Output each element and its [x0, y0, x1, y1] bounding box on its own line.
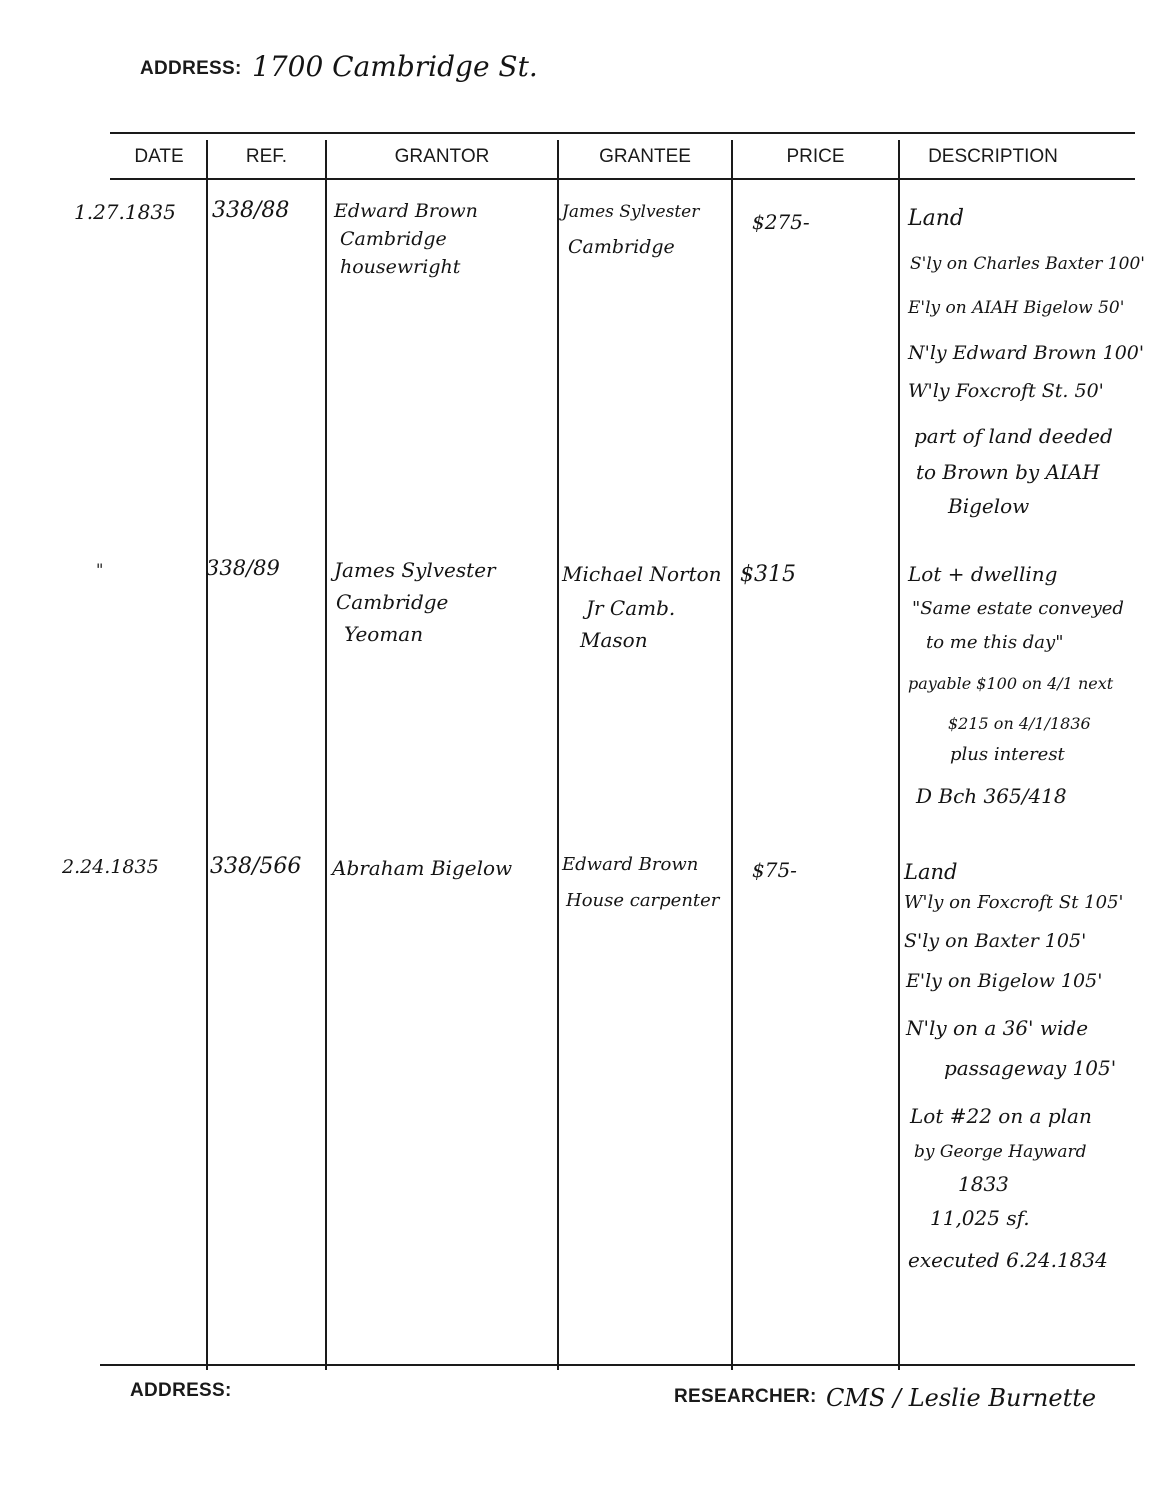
researcher-value: CMS / Leslie Burnette: [826, 1384, 1097, 1412]
row2-description-line: payable $100 on 4/1 next: [908, 674, 1114, 693]
column-header-price: PRICE: [786, 146, 845, 167]
row1-grantor-line: Cambridge: [340, 228, 447, 250]
row3-description-line: 11,025 sf.: [930, 1206, 1030, 1230]
row1-grantor-line: housewright: [340, 256, 461, 278]
row2-grantee-line: Michael Norton: [562, 562, 722, 586]
row3-description-line: W'ly on Foxcroft St 105': [904, 892, 1124, 913]
row1-grantee-line: James Sylvester: [562, 202, 700, 222]
column-divider: [898, 140, 900, 1370]
row3-description-line: 1833: [958, 1172, 1009, 1196]
column-divider: [731, 140, 733, 1370]
row1-date: 1.27.1835: [74, 200, 176, 224]
row3-description-line: S'ly on Baxter 105': [904, 930, 1087, 952]
column-header-grantee: GRANTEE: [599, 146, 691, 167]
header-bottom-rule: [110, 178, 1135, 180]
row1-description-line: to Brown by AIAH: [916, 460, 1100, 484]
row3-grantor-line: Abraham Bigelow: [332, 856, 513, 880]
row3-grantee-line: Edward Brown: [562, 854, 699, 875]
table-top-rule: [110, 132, 1135, 134]
column-divider: [557, 140, 559, 1370]
row3-description-line: Lot #22 on a plan: [910, 1104, 1092, 1128]
row2-date: ": [96, 560, 104, 579]
column-header-grantor: GRANTOR: [394, 146, 490, 167]
researcher-label: RESEARCHER:: [674, 1386, 817, 1407]
row2-description-line: D Bch 365/418: [916, 784, 1067, 808]
row1-grantor-line: Edward Brown: [334, 200, 478, 222]
row3-description-line: by George Hayward: [914, 1142, 1087, 1162]
column-divider: [325, 140, 327, 1370]
address-label: ADDRESS:: [140, 58, 242, 79]
row2-description-line: to me this day": [926, 632, 1064, 653]
row2-grantor-line: James Sylvester: [334, 558, 496, 582]
row3-description-line: E'ly on Bigelow 105': [906, 970, 1103, 992]
address-value: 1700 Cambridge St.: [252, 50, 538, 83]
row2-grantee-line: Jr Camb.: [586, 596, 676, 620]
row1-description-line: part of land deeded: [914, 424, 1113, 448]
column-divider: [206, 140, 208, 1370]
row2-grantee-line: Mason: [580, 628, 648, 652]
row1-description-line: Land: [908, 206, 964, 231]
row3-ref: 338/566: [210, 854, 302, 879]
row2-grantor-line: Yeoman: [344, 622, 424, 646]
row1-grantee-line: Cambridge: [568, 236, 675, 258]
column-header-description: DESCRIPTION: [928, 146, 1058, 167]
row1-description-line: E'ly on AIAH Bigelow 50': [908, 298, 1125, 318]
row2-price: $315: [740, 562, 796, 587]
row2-grantor-line: Cambridge: [336, 590, 449, 614]
column-header-date: DATE: [134, 146, 184, 167]
row2-description-line: "Same estate conveyed: [912, 598, 1124, 619]
row3-price: $75-: [752, 858, 797, 882]
row3-description-line: executed 6.24.1834: [908, 1248, 1108, 1272]
row3-grantee-line: House carpenter: [566, 890, 720, 911]
row3-description-line: N'ly on a 36' wide: [906, 1016, 1089, 1040]
row2-ref: 338/89: [206, 556, 280, 580]
row2-description-line: $215 on 4/1/1836: [948, 714, 1091, 733]
row1-description-line: N'ly Edward Brown 100': [908, 342, 1145, 364]
footer-address-label: ADDRESS:: [130, 1380, 232, 1401]
row2-description-line: Lot + dwelling: [908, 562, 1058, 586]
row3-date: 2.24.1835: [62, 856, 159, 878]
row3-description-line: Land: [904, 860, 958, 884]
row1-description-line: W'ly Foxcroft St. 50': [908, 380, 1104, 402]
row1-description-line: S'ly on Charles Baxter 100': [910, 254, 1145, 274]
row1-price: $275-: [752, 210, 810, 234]
row2-description-line: plus interest: [950, 744, 1065, 765]
table-bottom-rule: [100, 1364, 1135, 1366]
row1-description-line: Bigelow: [948, 494, 1030, 518]
row3-description-line: passageway 105': [944, 1056, 1117, 1080]
column-header-ref: REF.: [245, 146, 288, 167]
row1-ref: 338/88: [212, 198, 290, 223]
